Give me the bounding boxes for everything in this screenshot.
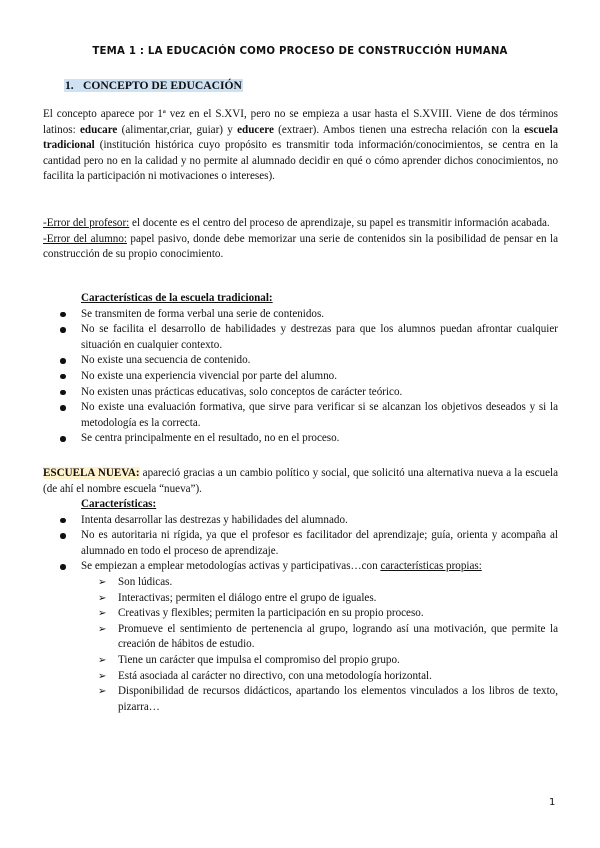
section-title: CONCEPTO DE EDUCACIÓN: [83, 79, 242, 92]
traditional-section: [43, 291, 558, 447]
nueva-sub-list: [43, 575, 558, 715]
intro-text-4: (institución histórica cuyo propósito es transmitir toda información/conocimientos, se centra en la cantidad pero no en la calidad y no permite al alumnado decidir en qué o cómo aprender dichos conocimientos, no facilita la participación ni motivaciones o intereses).: [43, 139, 558, 183]
document-title: TEMA 1 : LA EDUCACIÓN COMO PROCESO DE CONSTRUCCIÓN HUMANA: [92, 46, 508, 57]
sub-list-item: ➢ Interactivas; permiten el diálogo entre el grupo de iguales.: [43, 591, 558, 607]
nueva-section: [43, 497, 558, 715]
sub-list-item: ➢ Creativas y flexibles; permiten la participación en su propio proceso.: [43, 606, 558, 622]
intro-text-2: (alimentar,criar, guiar) y: [117, 123, 238, 136]
error-profesor-label: -Error del profesor:: [43, 217, 130, 229]
list-item: No existe una evaluación formativa, que sirve para verificar si se alcanzan los objetivos deseados y si la metodología es la correcta.: [43, 400, 558, 431]
sub-list-item: ➢ Tiene un carácter que impulsa el compromiso del propio grupo.: [43, 653, 558, 669]
sub-list-item: ➢ Son lúdicas.: [43, 575, 558, 591]
nueva-heading-text: Características:: [81, 498, 157, 510]
term-educere: educere: [237, 123, 274, 136]
nueva-list: [43, 513, 558, 575]
error-profesor-text: el docente es el centro del proceso de aprendizaje, su papel es transmitir información acabada.: [129, 217, 550, 229]
nueva-heading: [43, 497, 558, 513]
page-number: 1: [549, 797, 556, 808]
list-item: Se transmiten de forma verbal una serie de contenidos.: [43, 307, 558, 323]
list-item: [43, 559, 558, 575]
intro-text-3: (extraer). Ambos tienen una estrecha relación con la: [273, 123, 525, 136]
list-item: No existe una experiencia vivencial por parte del alumno.: [43, 369, 558, 385]
sub-list-item: ➢ Disponibilidad de recursos didácticos, apartando los elementos vinculados a los libros de texto, pizarra…: [98, 685, 558, 713]
arrow-bullet-icon: ➢: [98, 670, 107, 682]
section-heading: [64, 79, 243, 92]
item3-underlined: características propias:: [380, 560, 482, 573]
arrow-bullet-icon: ➢: [98, 623, 107, 635]
traditional-heading: [43, 291, 558, 307]
arrow-bullet-icon: ➢: [98, 576, 107, 588]
error-profesor: [43, 216, 558, 232]
arrow-bullet-icon: ➢: [98, 592, 107, 604]
nueva-paragraph: [43, 466, 558, 497]
list-item: No es autoritaria ni rígida, ya que el profesor es facilitador del aprendizaje; guía, orienta y acompaña al alumnado en todo el proceso de aprendizaje.: [43, 528, 558, 559]
section-number: 1.: [65, 79, 74, 92]
sub-list-item: ➢ Promueve el sentimiento de pertenencia al grupo, logrando así una motivación, que permite la creación de hábitos de estudio.: [98, 622, 558, 651]
list-item: No se facilita el desarrollo de habilidades y destrezas para que los alumnos puedan afrontar cualquier situación en cualquier contexto.: [43, 322, 558, 353]
sub-list-item: ➢ Está asociada al carácter no directivo, con una metodología horizontal.: [43, 669, 558, 685]
traditional-heading-text: Características de la escuela tradicional:: [81, 292, 273, 304]
traditional-list: [43, 307, 558, 447]
errors-paragraph: [43, 216, 558, 263]
arrow-bullet-icon: ➢: [98, 654, 107, 666]
nueva-text: apareció gracias a un cambio político y social, que solicitó una alternativa nueva a la escuela (de ahí el nombre escuela “nueva”).: [43, 467, 558, 495]
error-alumno-text: papel pasivo, donde debe memorizar una serie de contenidos sin la posibilidad de pensar en la construcción de su propio conocimiento.: [43, 232, 558, 261]
nueva-label: ESCUELA NUEVA:: [43, 467, 140, 479]
error-alumno: [43, 232, 558, 263]
list-item: No existe una secuencia de contenido.: [43, 353, 558, 369]
list-item: Intenta desarrollar las destrezas y habilidades del alumnado.: [43, 513, 558, 529]
arrow-bullet-icon: ➢: [98, 686, 107, 698]
intro-text-1: El concepto aparece por 1ª vez en el S.XVI, pero no se empieza a usar hasta el S.XVIII. Viene de dos términos latinos:: [43, 108, 558, 136]
term-educare: educare: [79, 123, 118, 136]
item3-text: Se empiezan a emplear metodologías activas y participativas…con: [81, 560, 381, 573]
intro-paragraph: [43, 107, 558, 185]
term-escuela-tradicional: escuela tradicional: [43, 123, 559, 152]
list-item: No existen unas prácticas educativas, solo conceptos de carácter teórico.: [43, 385, 558, 401]
error-alumno-label: -Error del alumno:: [43, 232, 127, 245]
arrow-bullet-icon: ➢: [98, 608, 107, 620]
list-item: Se centra principalmente en el resultado, no en el proceso.: [43, 431, 558, 447]
